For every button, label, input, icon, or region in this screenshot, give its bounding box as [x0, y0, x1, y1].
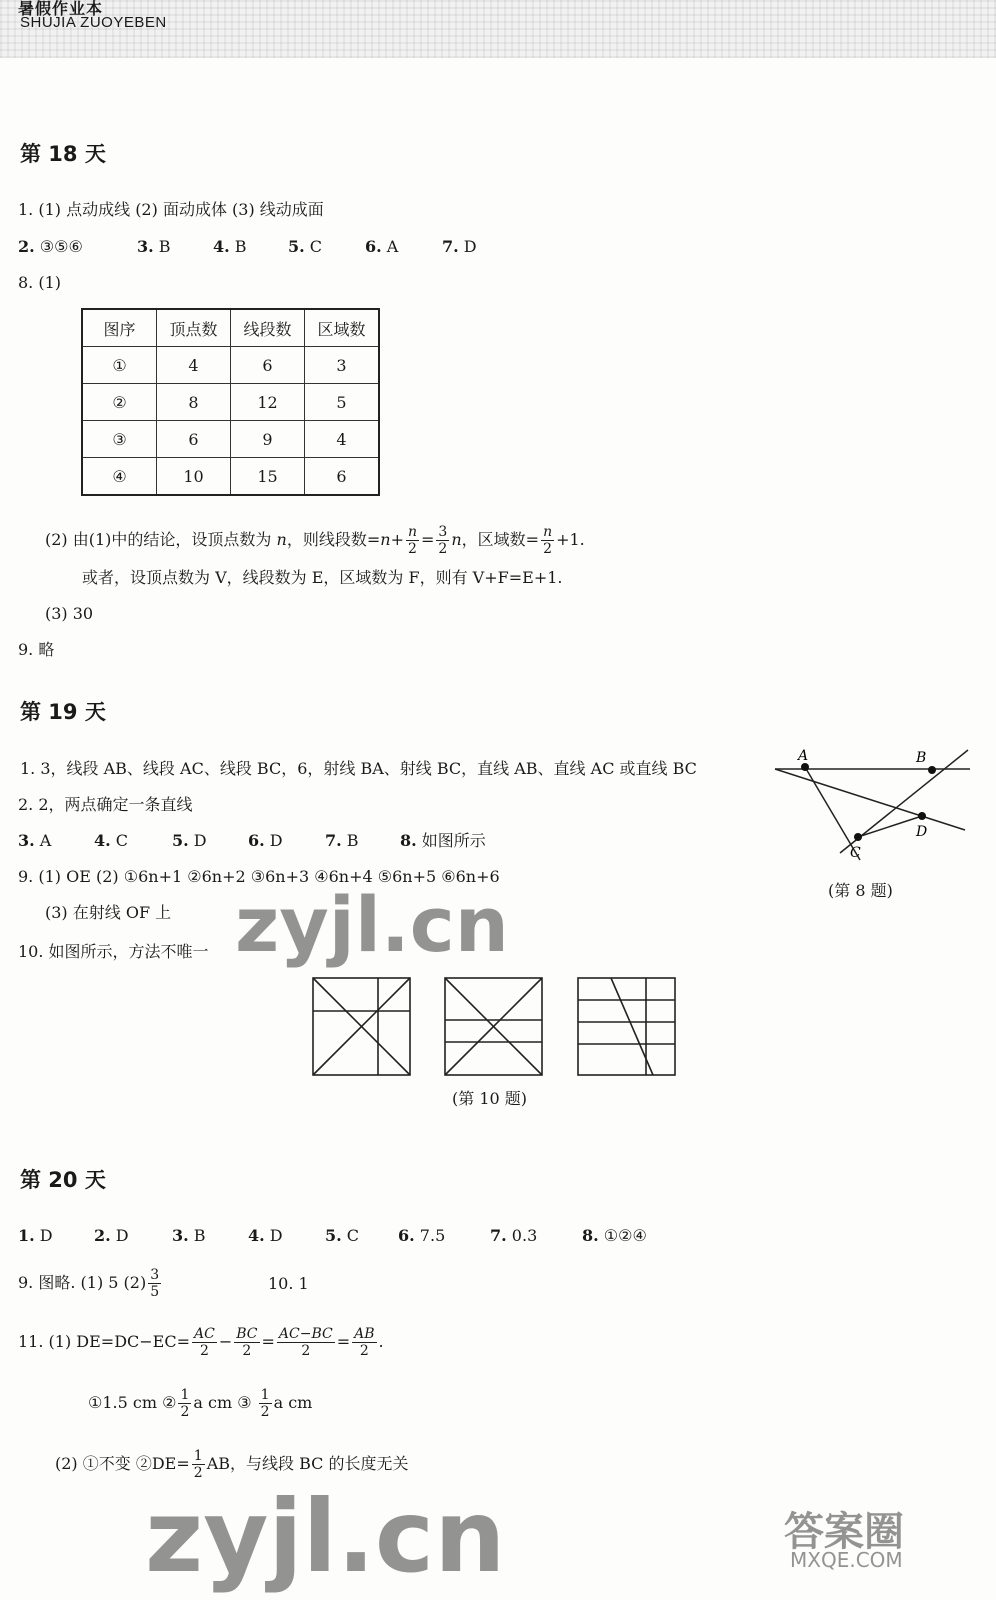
figure-10-square-1	[313, 978, 410, 1075]
table-cell: 5	[305, 384, 380, 421]
answer-item: 7. 0.3	[490, 1226, 538, 1245]
figure-8-caption: (第 8 题)	[828, 881, 893, 900]
table-cell: 9	[231, 421, 305, 458]
day18-q1: 1. (1) 点动成线 (2) 面动成体 (3) 线动成面	[18, 200, 324, 219]
table-row	[82, 347, 379, 384]
table-row	[82, 384, 379, 421]
day18-title: 第 18 天	[20, 142, 106, 166]
answer-item: 5. C	[325, 1226, 360, 1245]
table-cell: 4	[305, 421, 380, 458]
table-cell: 10	[157, 458, 231, 496]
header-strip	[0, 0, 996, 58]
answer-item: 3. B	[137, 237, 171, 256]
day20-q10: 10. 1	[268, 1274, 309, 1293]
watermark-corner-logo: 答案圈	[784, 1509, 904, 1555]
answer-item: 5. C	[288, 237, 323, 256]
watermark-mid: zyjl.cn	[235, 880, 509, 969]
point-b-label: B	[916, 750, 927, 766]
fraction: $\frac{BC}{2}$	[236, 1326, 258, 1359]
brand-subtitle: SHUJIA ZUOYEBEN	[20, 14, 167, 31]
answer-item: 4. B	[213, 237, 247, 256]
table-cell: 15	[231, 458, 305, 496]
table-cell: ④	[82, 458, 157, 496]
table-cell: ①	[82, 347, 157, 384]
answer-item: 2. ③⑤⑥	[18, 237, 83, 256]
day20-q9: 9. 图略. (1) 5 (2) $\frac{3}{5}$	[18, 1267, 160, 1300]
day19-q10: 10. 如图所示，方法不唯一	[18, 942, 209, 961]
day18-q8-2-alt: 或者，设顶点数为 V，线段数为 E，区域数为 F，则有 V+F=E+1.	[82, 568, 563, 587]
fraction: $\frac{3}{2}$	[438, 524, 448, 557]
day20-q11-1: 11. (1) DE=DC−EC= $\frac{AC}{2}$ − $\frac{BC}{2}$ = $\frac{AC-BC}{2}$ = $\frac{AB}{2}$ .	[18, 1326, 384, 1359]
day19-q2: 2. 2，两点确定一条直线	[18, 795, 193, 814]
day19-q9-3: (3) 在射线 OF 上	[45, 903, 172, 922]
table-cell: 4	[157, 347, 231, 384]
answer-item: 8. 如图所示	[400, 831, 486, 850]
answer-item: 6. D	[248, 831, 283, 850]
table-header-cell: 图序	[82, 309, 157, 347]
day20-title: 第 20 天	[20, 1168, 106, 1192]
table-cell: ②	[82, 384, 157, 421]
table-cell: 8	[157, 384, 231, 421]
answer-item: 6. 7.5	[398, 1226, 446, 1245]
figure-10-caption: (第 10 题)	[452, 1089, 528, 1108]
figure-10-square-3	[578, 978, 675, 1075]
table-cell: 6	[157, 421, 231, 458]
point-d-label: D	[916, 824, 928, 840]
table-header-cell: 区域数	[305, 309, 380, 347]
table-cell: 6	[305, 458, 380, 496]
fraction: $\frac{AC-BC}{2}$	[278, 1326, 333, 1359]
answer-item: 2. D	[94, 1226, 129, 1245]
answer-item: 1. D	[18, 1226, 53, 1245]
table-row	[82, 458, 379, 496]
point-c-label: C	[850, 845, 861, 861]
table-header-row	[82, 309, 379, 347]
answer-item: 3. A	[18, 831, 52, 850]
answer-item: 7. B	[325, 831, 359, 850]
fraction: $\frac{AC}{2}$	[194, 1326, 215, 1359]
answer-item: 4. D	[248, 1226, 283, 1245]
day18-q8-label: 8. (1)	[18, 273, 62, 292]
fraction: $\frac{1}{2}$	[180, 1387, 190, 1420]
answer-item: 7. D	[442, 237, 477, 256]
figure-10-square-2	[445, 978, 542, 1075]
table-cell: 6	[231, 347, 305, 384]
figure-8-diagram	[770, 740, 980, 870]
fraction: $\frac{3}{5}$	[150, 1267, 160, 1300]
fraction: $\frac{AB}{2}$	[354, 1326, 375, 1359]
table-cell: ③	[82, 421, 157, 458]
fraction: $\frac{1}{2}$	[260, 1387, 270, 1420]
answer-item: 8. ①②④	[582, 1226, 647, 1245]
answer-item: 5. D	[172, 831, 207, 850]
day18-q8-3: (3) 30	[45, 604, 94, 623]
day20-q11-2: (2) ①不变 ②DE= $\frac{1}{2}$ AB，与线段 BC 的长度无关	[55, 1448, 409, 1481]
table-header-cell: 线段数	[231, 309, 305, 347]
fraction: $\frac{n}{2}$	[407, 524, 417, 557]
day19-title: 第 19 天	[20, 700, 106, 724]
table-header-cell: 顶点数	[157, 309, 231, 347]
day18-q8-2: (2) 由(1)中的结论，设顶点数为 n，则线段数=n+ $\frac{n}{2}$ = $\frac{3}{2}$ n，区域数= $\frac{n}{2}$ +1.	[45, 524, 585, 557]
table-cell: 3	[305, 347, 380, 384]
q8-table	[81, 308, 380, 496]
day18-q9: 9. 略	[18, 640, 55, 659]
watermark-bottom: zyjl.cn	[145, 1478, 506, 1595]
fraction: $\frac{n}{2}$	[543, 524, 553, 557]
answer-item: 4. C	[94, 831, 129, 850]
day20-q11-1-sub: ①1.5 cm ② $\frac{1}{2}$ a cm ③ $\frac{1}{2}$ a cm	[88, 1387, 313, 1420]
answer-item: 3. B	[172, 1226, 206, 1245]
watermark-corner-url: MXQE.COM	[790, 1548, 903, 1572]
answer-item: 6. A	[365, 237, 399, 256]
figure-10-diagram	[305, 968, 695, 1080]
point-a-label: A	[798, 748, 809, 764]
brand-title: 暑假作业本	[18, 0, 104, 18]
table-row	[82, 421, 379, 458]
day19-q9-1: 9. (1) OE (2) ①6n+1 ②6n+2 ③6n+3 ④6n+4 ⑤6n+5 ⑥6n+6	[18, 867, 500, 886]
table-cell: 12	[231, 384, 305, 421]
day19-q1: 1. 3，线段 AB、线段 AC、线段 BC，6，射线 BA、射线 BC，直线 AB、直线 AC 或直线 BC	[20, 759, 697, 778]
fraction: $\frac{1}{2}$	[193, 1448, 203, 1481]
